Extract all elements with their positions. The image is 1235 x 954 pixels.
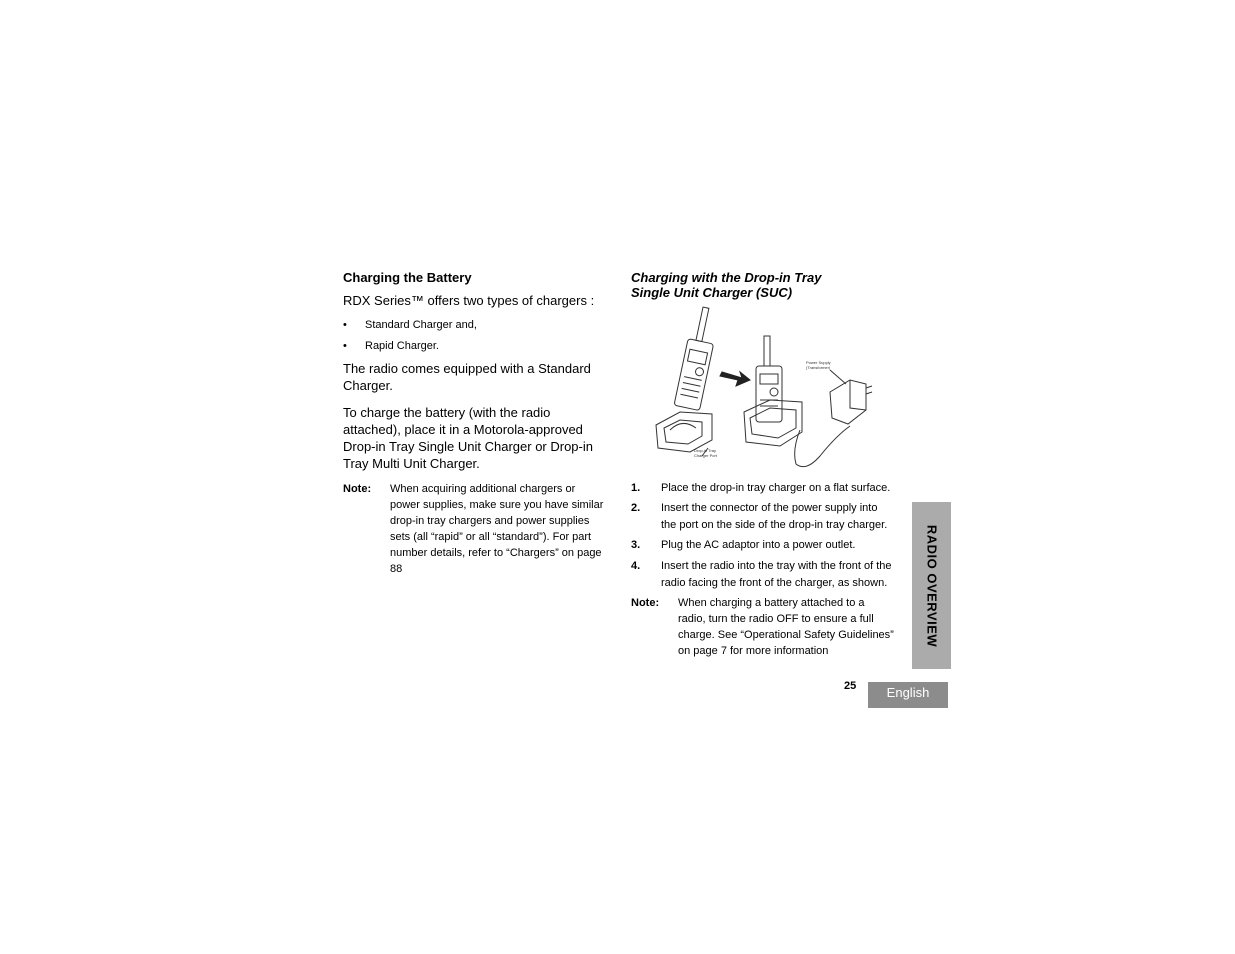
paragraph: The radio comes equipped with a Standard Charger.	[343, 361, 591, 393]
radio-tilted-icon	[674, 305, 721, 410]
language-tab: English	[868, 682, 948, 708]
subsection-heading: Charging with the Drop-in Tray Single Unit Charger (SUC)	[631, 270, 822, 300]
charger-illustration	[650, 300, 890, 472]
paragraph: To charge the battery (with the radio attached), place it in a Motorola-approved Drop-in Tray Single Unit Charger or Drop-in Tray Multi Unit Charger.	[343, 405, 593, 471]
cable-icon	[795, 426, 850, 467]
power-supply-icon	[830, 380, 872, 424]
section-heading: Charging the Battery	[343, 270, 472, 285]
figure-label: Power Supply	[806, 360, 831, 365]
bullet-icon: •	[343, 340, 347, 352]
section-tab	[912, 502, 951, 669]
intro-text: RDX Series™ offers two types of chargers :	[343, 293, 595, 308]
figure-label: Charger Port	[694, 453, 717, 458]
figure-label: Drop-in Tray	[694, 448, 717, 453]
charger-base-icon	[744, 400, 802, 446]
bullet-icon: •	[343, 319, 347, 331]
page-number: 25	[844, 680, 857, 692]
note-text: When charging a battery attached to a radio, turn the radio OFF to ensure a full charge. See “Operational Safety Guidelines” on page 7 for more information	[678, 597, 894, 657]
note-label: Note:	[343, 483, 372, 495]
note-label: Note:	[631, 597, 660, 609]
section-tab-label: RADIO OVERVIEW	[924, 524, 939, 647]
figure-label: (Transformer)	[806, 365, 831, 370]
arrow-right-icon	[720, 372, 750, 386]
note-text: When acquiring additional chargers or power supplies, make sure you have similar drop-in tray chargers and power supplies sets (all “rapid” or all “standard”). For part number details, refer to “Chargers” on page 88	[390, 483, 604, 575]
